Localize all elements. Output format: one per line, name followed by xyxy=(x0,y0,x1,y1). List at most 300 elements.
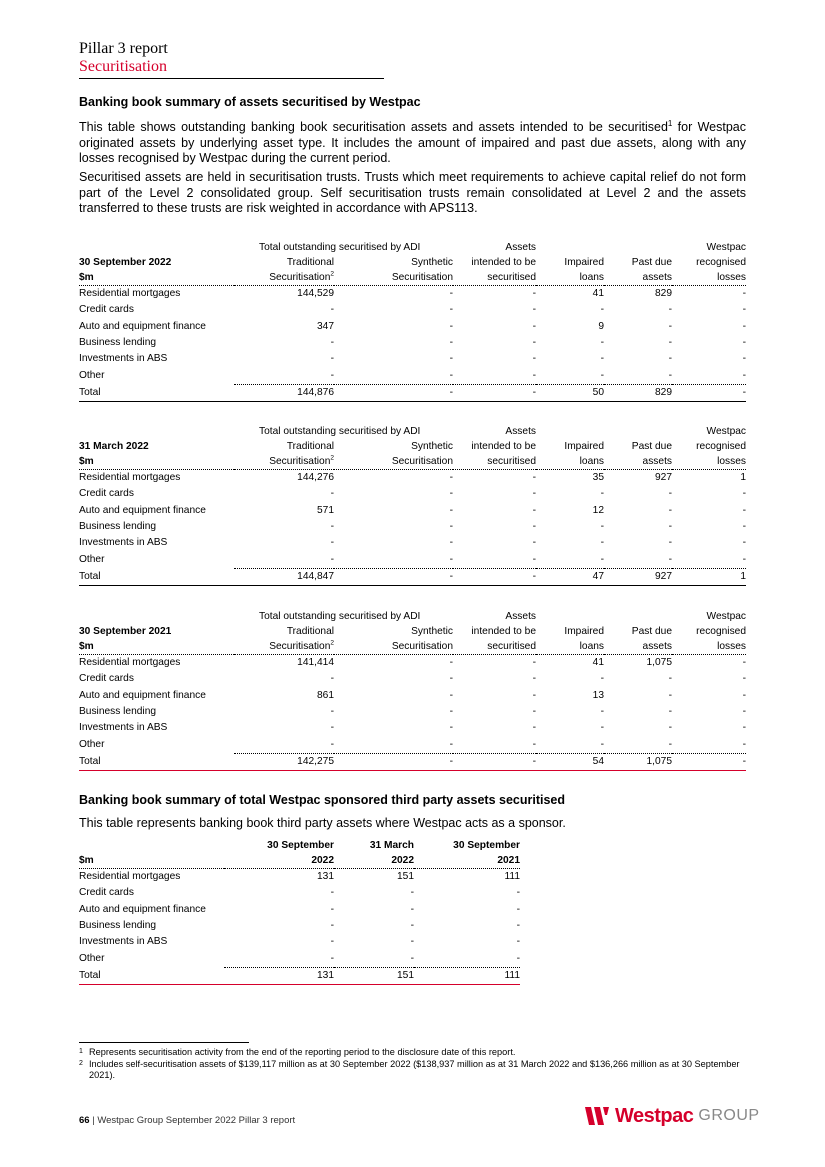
value-cell: - xyxy=(532,472,536,484)
value-cell: - xyxy=(604,367,672,384)
value-cell: - xyxy=(330,887,334,899)
col-header-past-due: Past due xyxy=(631,441,672,452)
col-header-traditional: Traditional xyxy=(286,257,334,268)
value-cell: - xyxy=(742,537,746,549)
value-cell: - xyxy=(449,488,453,500)
value-cell: 1,075 xyxy=(604,753,672,770)
value-cell: 927 xyxy=(655,472,672,484)
value-cell: 1,075 xyxy=(646,657,672,669)
value-cell: - xyxy=(668,488,672,500)
row-label: Total xyxy=(79,384,234,401)
value-cell: - xyxy=(449,537,453,549)
col-header-westpac: Westpac xyxy=(706,242,746,253)
value-cell: - xyxy=(672,551,746,568)
value-cell: 1 xyxy=(672,568,746,585)
value-cell: - xyxy=(672,736,746,753)
header-cell xyxy=(79,609,234,624)
table-row xyxy=(79,319,746,335)
securitisation-label: Securitisation xyxy=(269,641,331,652)
header-cell xyxy=(79,240,234,255)
col-header-securitised: securitised xyxy=(453,454,536,470)
footnote-ref-2: 2 xyxy=(330,454,334,462)
value-cell: - xyxy=(668,706,672,718)
col-header-assets: Assets xyxy=(505,611,536,622)
section1-title: Banking book summary of assets securitised by Westpac xyxy=(79,95,421,109)
table-row xyxy=(79,335,746,351)
col-header-westpac: Westpac xyxy=(706,426,746,437)
sp-col2-top: 31 March xyxy=(369,840,414,851)
value-cell: - xyxy=(410,887,414,899)
value-cell: - xyxy=(532,657,536,669)
value-cell: - xyxy=(453,551,536,568)
value-cell: - xyxy=(453,367,536,384)
value-cell: - xyxy=(410,920,414,932)
value-cell: - xyxy=(742,521,746,533)
value-cell: - xyxy=(449,722,453,734)
table-row xyxy=(79,470,746,487)
value-cell: - xyxy=(449,320,453,332)
col-header-loans: loans xyxy=(536,454,604,470)
value-cell: - xyxy=(668,353,672,365)
value-cell: - xyxy=(449,673,453,685)
value-cell: - xyxy=(532,722,536,734)
value-cell: 141,414 xyxy=(297,657,334,669)
value-cell: - xyxy=(668,722,672,734)
col-header-synth-securitisation: Securitisation xyxy=(334,454,453,470)
logo-brand: Westpac xyxy=(615,1104,694,1127)
value-cell: - xyxy=(330,936,334,948)
value-cell: - xyxy=(604,736,672,753)
value-cell: - xyxy=(453,736,536,753)
col-header-impaired: Impaired xyxy=(564,441,604,452)
col-header-trad-securitisation xyxy=(234,270,334,286)
col-header-impaired: Impaired xyxy=(564,626,604,637)
row-label: Total xyxy=(79,967,224,984)
value-cell: - xyxy=(516,903,520,915)
value-cell: - xyxy=(449,288,453,300)
row-label: Other xyxy=(79,738,105,750)
para1-text-a: This table shows outstanding banking book securitisation assets and assets intended to be securitised xyxy=(79,120,668,135)
table-row xyxy=(79,671,746,687)
col-header-assets: Assets xyxy=(505,242,536,253)
sp-col1-top: 30 September xyxy=(267,840,334,851)
header-cell xyxy=(604,609,672,624)
col-header-intended: intended to be xyxy=(471,441,536,452)
value-cell: - xyxy=(410,903,414,915)
footnote-mark: 2 xyxy=(79,1060,83,1067)
logo-group: GROUP xyxy=(698,1107,760,1124)
value-cell: - xyxy=(334,568,453,585)
value-cell: 927 xyxy=(604,568,672,585)
value-cell: - xyxy=(600,722,604,734)
footer-separator: | xyxy=(89,1115,98,1126)
value-cell: - xyxy=(532,304,536,316)
value-cell: - xyxy=(330,304,334,316)
header-row xyxy=(79,424,746,439)
value-cell: - xyxy=(449,353,453,365)
value-cell: - xyxy=(600,337,604,349)
value-cell: - xyxy=(330,521,334,533)
value-cell: - xyxy=(453,384,536,401)
header-row xyxy=(79,439,746,454)
securitisation-table xyxy=(79,609,746,771)
value-cell: - xyxy=(668,521,672,533)
row-label: Total xyxy=(79,753,234,770)
value-cell: - xyxy=(449,472,453,484)
value-cell: - xyxy=(330,903,334,915)
value-cell: - xyxy=(742,657,746,669)
row-label: Other xyxy=(79,952,105,964)
row-label: Auto and equipment finance xyxy=(79,903,206,915)
value-cell: - xyxy=(532,537,536,549)
section1-para1 xyxy=(79,116,746,167)
col-header-assets2: assets xyxy=(604,270,672,286)
value-cell: - xyxy=(600,706,604,718)
value-cell: 41 xyxy=(592,657,604,669)
table-row xyxy=(79,736,746,753)
value-cell: - xyxy=(536,736,604,753)
value-cell: - xyxy=(224,950,334,967)
value-cell: 131 xyxy=(224,967,334,984)
header-row xyxy=(79,639,746,655)
report-section: Securitisation xyxy=(79,58,167,75)
footer-text: Westpac Group September 2022 Pillar 3 report xyxy=(97,1115,296,1126)
row-label: Residential mortgages xyxy=(79,472,181,484)
table-period: 31 March 2022 xyxy=(79,441,149,452)
table-row xyxy=(79,503,746,519)
page-number: 66 xyxy=(79,1115,90,1126)
value-cell: - xyxy=(330,337,334,349)
table-row xyxy=(79,918,520,934)
value-cell: 50 xyxy=(536,384,604,401)
row-label: Investments in ABS xyxy=(79,936,168,948)
value-cell: - xyxy=(532,353,536,365)
header-cell xyxy=(79,424,234,439)
row-label: Investments in ABS xyxy=(79,353,168,365)
table-row xyxy=(79,486,746,502)
row-label: Credit cards xyxy=(79,304,134,316)
header-row xyxy=(79,270,746,286)
value-cell: - xyxy=(742,320,746,332)
value-cell: 41 xyxy=(592,288,604,300)
footnote-rule xyxy=(79,1042,249,1043)
value-cell: - xyxy=(449,504,453,516)
row-label: Other xyxy=(79,553,105,565)
value-cell: - xyxy=(234,551,334,568)
value-cell: 9 xyxy=(598,320,604,332)
value-cell: - xyxy=(330,488,334,500)
value-cell: - xyxy=(742,304,746,316)
value-cell: 151 xyxy=(334,967,414,984)
table-row xyxy=(79,302,746,318)
table-row xyxy=(79,655,746,672)
table-row xyxy=(79,720,746,736)
value-cell: - xyxy=(742,706,746,718)
value-cell: - xyxy=(453,568,536,585)
value-cell: - xyxy=(330,920,334,932)
header-cell xyxy=(536,240,604,255)
header-cell xyxy=(604,240,672,255)
value-cell: - xyxy=(668,689,672,701)
table-row xyxy=(79,950,520,967)
value-cell: 12 xyxy=(592,504,604,516)
col-header-synthetic: Synthetic xyxy=(411,257,453,268)
value-cell: - xyxy=(516,920,520,932)
value-cell: - xyxy=(330,537,334,549)
report-header xyxy=(79,40,384,79)
col-header-loans: loans xyxy=(536,270,604,286)
value-cell: - xyxy=(334,736,453,753)
col-header-assets2: assets xyxy=(604,639,672,655)
value-cell: - xyxy=(668,504,672,516)
row-label: Residential mortgages xyxy=(79,288,181,300)
value-cell: - xyxy=(536,367,604,384)
value-cell: - xyxy=(742,504,746,516)
value-cell: 131 xyxy=(317,871,334,883)
footnote-ref-1: 1 xyxy=(667,119,673,128)
sp-col1-bottom: 2022 xyxy=(224,853,334,869)
section2-title: Banking book summary of total Westpac sponsored third party assets securitised xyxy=(79,793,566,807)
value-cell: - xyxy=(414,950,520,967)
col-header-trad-securitisation xyxy=(234,639,334,655)
value-cell: - xyxy=(742,337,746,349)
value-cell: 144,276 xyxy=(297,472,334,484)
header-cell xyxy=(604,424,672,439)
table-row xyxy=(79,934,520,950)
col-header-intended: intended to be xyxy=(471,257,536,268)
value-cell: 13 xyxy=(592,689,604,701)
value-cell: 111 xyxy=(414,967,520,984)
col-header-losses: losses xyxy=(672,270,746,286)
value-cell: - xyxy=(234,736,334,753)
col-header-traditional: Traditional xyxy=(286,626,334,637)
row-label: Auto and equipment finance xyxy=(79,320,206,332)
value-cell: 144,876 xyxy=(234,384,334,401)
col-header-recognised: recognised xyxy=(696,626,746,637)
header-row xyxy=(79,624,746,639)
total-row xyxy=(79,384,746,401)
row-label: Credit cards xyxy=(79,488,134,500)
col-header-intended: intended to be xyxy=(471,626,536,637)
value-cell: - xyxy=(600,673,604,685)
value-cell: 47 xyxy=(536,568,604,585)
value-cell: - xyxy=(604,551,672,568)
table-period: 30 September 2022 xyxy=(79,257,172,268)
value-cell: 1 xyxy=(740,472,746,484)
sponsored-table xyxy=(79,838,520,985)
value-cell: 347 xyxy=(317,320,334,332)
value-cell: - xyxy=(532,288,536,300)
westpac-w-icon xyxy=(585,1107,615,1125)
value-cell: - xyxy=(449,689,453,701)
value-cell: - xyxy=(668,337,672,349)
value-cell: 829 xyxy=(604,384,672,401)
value-cell: - xyxy=(742,722,746,734)
report-title: Pillar 3 report xyxy=(79,40,168,57)
col-header-westpac: Westpac xyxy=(706,611,746,622)
value-cell: - xyxy=(449,706,453,718)
securitisation-table xyxy=(79,424,746,586)
value-cell: - xyxy=(453,753,536,770)
value-cell: 571 xyxy=(317,504,334,516)
total-row xyxy=(79,753,746,770)
footnote-1 xyxy=(79,1047,749,1058)
value-cell: - xyxy=(668,673,672,685)
table-row xyxy=(79,535,746,551)
row-label: Credit cards xyxy=(79,887,134,899)
col-header-past-due: Past due xyxy=(631,257,672,268)
value-cell: 111 xyxy=(504,871,520,883)
value-cell: 54 xyxy=(536,753,604,770)
value-cell: - xyxy=(330,706,334,718)
value-cell: - xyxy=(330,722,334,734)
securitisation-label: Securitisation xyxy=(269,456,331,467)
col-group-header: Total outstanding securitised by ADI xyxy=(259,426,421,437)
table-row xyxy=(79,885,520,901)
row-label: Business lending xyxy=(79,337,157,349)
value-cell: - xyxy=(449,521,453,533)
value-cell: - xyxy=(672,384,746,401)
col-header-unit: $m xyxy=(79,270,234,286)
value-cell: - xyxy=(532,488,536,500)
row-label: Business lending xyxy=(79,920,157,932)
table-row xyxy=(79,902,520,918)
table-row xyxy=(79,519,746,535)
value-cell: - xyxy=(516,887,520,899)
value-cell: - xyxy=(668,304,672,316)
col-header-unit: $m xyxy=(79,639,234,655)
col-header-securitised: securitised xyxy=(453,639,536,655)
securitisation-label: Securitisation xyxy=(269,272,331,283)
value-cell: - xyxy=(742,488,746,500)
col-header-assets2: assets xyxy=(604,454,672,470)
value-cell: - xyxy=(668,320,672,332)
value-cell: - xyxy=(600,488,604,500)
row-label: Residential mortgages xyxy=(79,871,181,883)
col-header-losses: losses xyxy=(672,454,746,470)
footnote-ref-2: 2 xyxy=(330,270,334,278)
table-row xyxy=(79,869,520,886)
table-row xyxy=(79,704,746,720)
value-cell: - xyxy=(600,304,604,316)
col-header-securitised: securitised xyxy=(453,270,536,286)
value-cell: - xyxy=(330,673,334,685)
col-header-impaired: Impaired xyxy=(564,257,604,268)
sp-col3-bottom: 2021 xyxy=(414,853,520,869)
table-row xyxy=(79,688,746,704)
value-cell: - xyxy=(334,551,453,568)
col-header-recognised: recognised xyxy=(696,441,746,452)
value-cell: - xyxy=(532,673,536,685)
header-row xyxy=(79,454,746,470)
value-cell: - xyxy=(600,537,604,549)
col-header-past-due: Past due xyxy=(631,626,672,637)
row-label: Credit cards xyxy=(79,673,134,685)
header-cell xyxy=(536,424,604,439)
value-cell: - xyxy=(334,384,453,401)
value-cell: - xyxy=(410,936,414,948)
header-row xyxy=(79,609,746,624)
value-cell: - xyxy=(334,753,453,770)
row-label: Business lending xyxy=(79,706,157,718)
row-label: Investments in ABS xyxy=(79,537,168,549)
header-cell xyxy=(536,609,604,624)
value-cell: - xyxy=(742,288,746,300)
footnote-text: Represents securitisation activity from the end of the reporting period to the disclosure date of this report. xyxy=(89,1047,516,1057)
section1-para2: Securitised assets are held in securitisation trusts. Trusts which meet requirements to achieve capital relief do not form part of the Level 2 consolidated group. Self securitisation trusts remain consolidated at Level 2 and the assets transferred to these trusts are risk weighted in accordance with APS113. xyxy=(79,170,746,215)
value-cell: - xyxy=(532,337,536,349)
value-cell: - xyxy=(334,367,453,384)
value-cell: 151 xyxy=(397,871,414,883)
value-cell: 861 xyxy=(317,689,334,701)
value-cell: - xyxy=(668,537,672,549)
value-cell: - xyxy=(742,353,746,365)
col-header-synth-securitisation: Securitisation xyxy=(334,270,453,286)
col-header-unit: $m xyxy=(79,454,234,470)
col-header-assets: Assets xyxy=(505,426,536,437)
value-cell: - xyxy=(672,753,746,770)
table-row xyxy=(79,551,746,568)
table-row xyxy=(79,367,746,384)
value-cell: - xyxy=(449,337,453,349)
securitisation-table xyxy=(79,240,746,402)
section2-para: This table represents banking book third party assets where Westpac acts as a sponsor. xyxy=(79,816,566,830)
footnote-mark: 1 xyxy=(79,1048,83,1055)
value-cell: - xyxy=(234,367,334,384)
col-header-synthetic: Synthetic xyxy=(411,626,453,637)
value-cell: 144,529 xyxy=(297,288,334,300)
col-group-header: Total outstanding securitised by ADI xyxy=(259,242,421,253)
footnote-2 xyxy=(79,1059,749,1081)
col-header-synthetic: Synthetic xyxy=(411,441,453,452)
value-cell: - xyxy=(449,657,453,669)
row-label: Investments in ABS xyxy=(79,722,168,734)
value-cell: - xyxy=(532,521,536,533)
table-row xyxy=(79,351,746,367)
col-header-traditional: Traditional xyxy=(286,441,334,452)
row-label: Total xyxy=(79,568,234,585)
value-cell: - xyxy=(330,353,334,365)
col-header-trad-securitisation xyxy=(234,454,334,470)
value-cell: - xyxy=(532,706,536,718)
value-cell: - xyxy=(742,689,746,701)
sp-col3-top: 30 September xyxy=(453,840,520,851)
value-cell: - xyxy=(532,320,536,332)
value-cell: - xyxy=(334,950,414,967)
value-cell: - xyxy=(449,304,453,316)
value-cell: 142,275 xyxy=(234,753,334,770)
para1-text-b: for Westpac originated assets by underlying asset type. It includes the amount of impaired and past due assets, along with any losses recognised by Westpac during the current period. xyxy=(79,120,746,166)
header-row xyxy=(79,255,746,270)
sp-col2-bottom: 2022 xyxy=(334,853,414,869)
value-cell: 829 xyxy=(655,288,672,300)
westpac-logo xyxy=(585,1104,760,1128)
value-cell: - xyxy=(532,504,536,516)
col-header-losses: losses xyxy=(672,639,746,655)
value-cell: - xyxy=(672,367,746,384)
value-cell: - xyxy=(600,353,604,365)
col-header-recognised: recognised xyxy=(696,257,746,268)
value-cell: - xyxy=(532,689,536,701)
row-label: Other xyxy=(79,369,105,381)
table-period: 30 September 2021 xyxy=(79,626,172,637)
row-label: Auto and equipment finance xyxy=(79,689,206,701)
total-row xyxy=(79,568,746,585)
value-cell: - xyxy=(600,521,604,533)
value-cell: - xyxy=(536,551,604,568)
total-row xyxy=(79,967,520,984)
col-header-loans: loans xyxy=(536,639,604,655)
